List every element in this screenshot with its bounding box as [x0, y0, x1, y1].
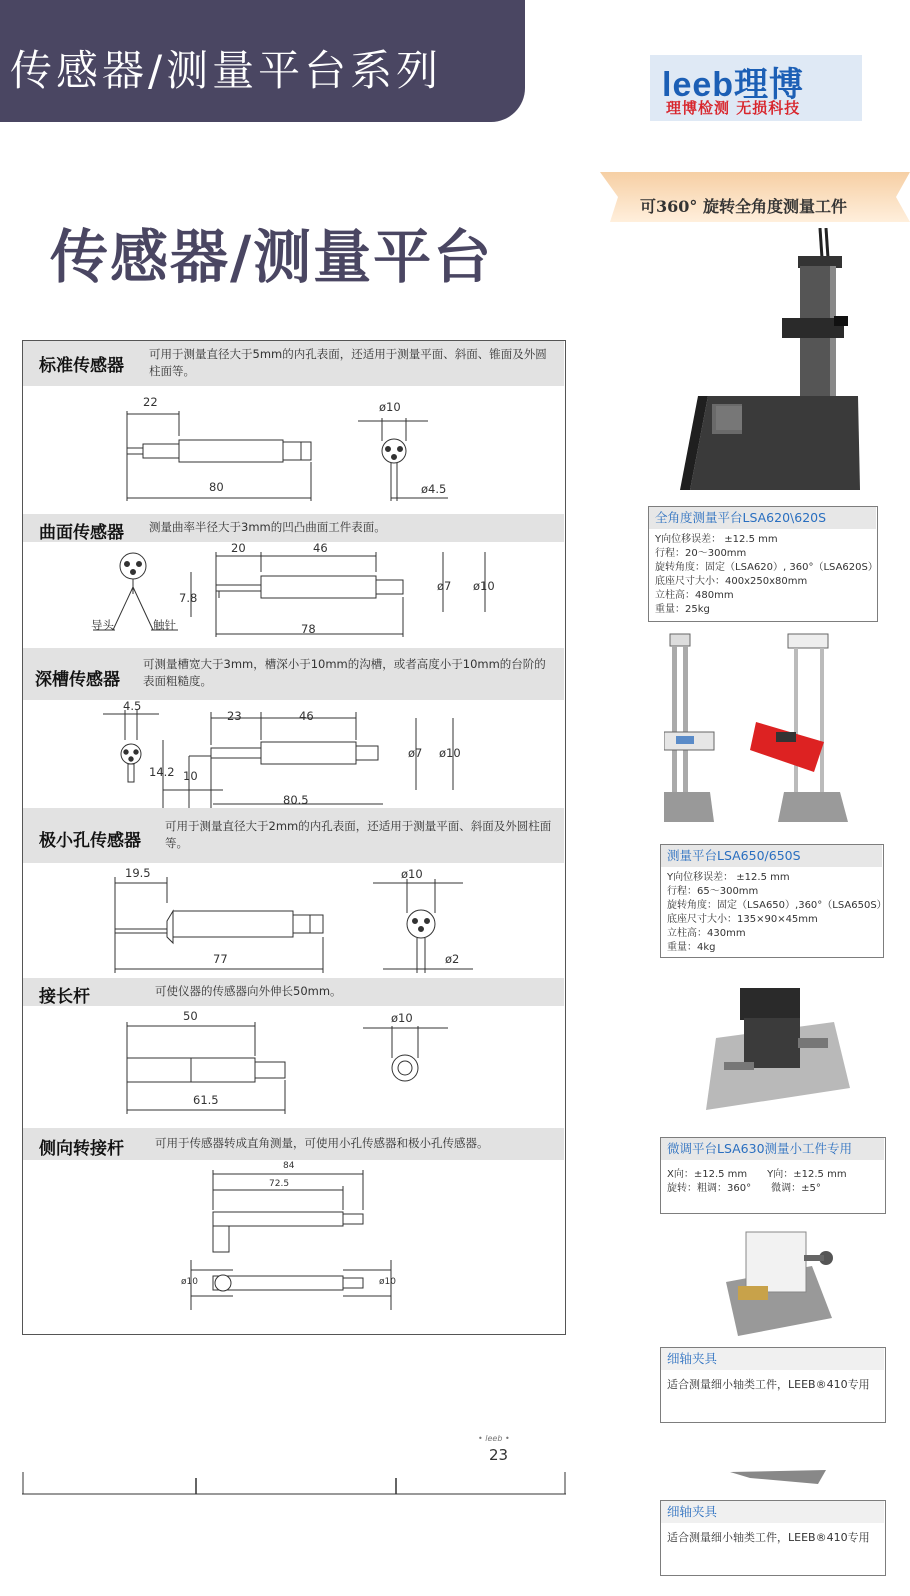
side-adapter-drawing	[23, 1160, 564, 1332]
section-title: 标准传感器	[39, 356, 124, 376]
dim-label: ø10	[391, 1011, 413, 1025]
spec-line: 行程：20～300mm	[655, 548, 747, 559]
dim-label: 20	[231, 541, 246, 555]
section-header	[23, 808, 564, 863]
section-title: 曲面传感器	[39, 523, 124, 543]
dim-label: 61.5	[193, 1093, 219, 1107]
dim-label: 10	[183, 769, 198, 783]
section-description: 可用于测量直径大于2mm的内孔表面，还适用于测量平面、斜面及外圆柱面等。	[165, 819, 552, 850]
dim-label: ø10	[379, 400, 401, 414]
product-spec-list	[667, 1531, 870, 1545]
page-title: 传感器/测量平台	[50, 223, 494, 291]
spec-line: 重量：4kg	[667, 942, 716, 953]
shaft-fixture-photo	[716, 1222, 846, 1336]
section-header	[23, 341, 564, 386]
logo-slogan: 理博检测 无损科技	[666, 99, 801, 117]
dim-label: 14.2	[149, 765, 175, 779]
section-description: 测量曲率半径大于3mm的凹凸曲面工件表面。	[149, 520, 386, 534]
bottom-ruler	[22, 1472, 568, 1498]
page-number: 23	[489, 1446, 509, 1464]
spec-line: 重量：25kg	[655, 604, 710, 615]
dim-label: ø10	[181, 1277, 198, 1287]
spec-line: 旋转角度：固定（LSA650）,360°（LSA650S）	[667, 900, 887, 911]
section-header	[23, 648, 564, 700]
section-title: 侧向转接杆	[39, 1139, 124, 1159]
product-card	[660, 844, 887, 958]
lsa650-photo	[664, 632, 874, 836]
dim-label: 7.8	[179, 591, 198, 605]
section-header	[23, 514, 564, 542]
product-card	[660, 1347, 886, 1423]
section-title: 深槽传感器	[35, 670, 120, 690]
dim-label: 46	[313, 541, 328, 555]
spec-line: 适合测量细小轴类工件，LEEB®410专用	[667, 1378, 870, 1391]
standard-sensor-drawing	[23, 386, 564, 514]
micro-hole-sensor-drawing	[23, 863, 564, 978]
product-card	[660, 1137, 886, 1214]
dim-label: 22	[143, 395, 158, 409]
dim-label: 23	[227, 709, 242, 723]
dim-label: 导头	[91, 618, 114, 632]
lsa630-photo	[700, 978, 860, 1110]
spec-line: 旋转角度：固定（LSA620）, 360°（LSA620S）	[655, 562, 878, 573]
dim-label: ø10	[379, 1277, 396, 1287]
section-description: 可用于测量直径大于5mm的内孔表面，还适用于测量平面、斜面、锥面及外圆柱面等。	[149, 347, 547, 378]
dim-label: 72.5	[269, 1179, 290, 1189]
section-title: 极小孔传感器	[39, 831, 141, 851]
dim-label: 19.5	[125, 866, 151, 880]
product-card-title: 全角度测量平台LSA620\620S	[649, 507, 876, 529]
product-spec-list	[667, 871, 887, 955]
product-card-title: 微调平台LSA630测量小工件专用	[661, 1138, 884, 1160]
product-spec-list	[667, 1378, 870, 1392]
product-card	[648, 506, 878, 622]
product-card-title: 测量平台LSA650/650S	[661, 845, 882, 867]
lsa620-photo	[680, 228, 880, 490]
dim-label: 84	[283, 1161, 295, 1171]
spec-line: Y向位移误差： ±12.5 mm	[655, 534, 778, 545]
dim-label: 触针	[153, 618, 176, 632]
section-header	[23, 978, 564, 1006]
section-header	[23, 1128, 564, 1160]
curved-sensor-drawing	[23, 542, 564, 648]
dim-label: 77	[213, 952, 228, 966]
spec-line: 立柱高：480mm	[655, 590, 734, 601]
section-description: 可用于传感器转成直角测量，可使用小孔传感器和极小孔传感器。	[155, 1136, 489, 1150]
dim-label: 4.5	[123, 699, 142, 713]
deep-groove-sensor-drawing	[23, 700, 564, 808]
spec-line: 适合测量细小轴类工件，LEEB®410专用	[667, 1531, 870, 1544]
logo-brand: leeb理博	[662, 66, 805, 104]
dim-label: 80	[209, 480, 224, 494]
banner-title: 传感器/测量平台系列	[10, 46, 443, 95]
dim-label: ø10	[401, 867, 423, 881]
spec-line: Y向位移误差： ±12.5 mm	[667, 872, 790, 883]
spec-line: 底座尺寸大小：400x250x80mm	[655, 576, 808, 587]
extension-rod-drawing	[23, 1006, 564, 1128]
spec-line: 立柱高：430mm	[667, 928, 746, 939]
spec-line: 行程：65～300mm	[667, 886, 759, 897]
dim-label: ø4.5	[421, 482, 447, 496]
product-card	[660, 1500, 886, 1576]
sensor-catalog-box	[22, 340, 566, 1335]
spec-line: 旋转：粗调：360° 微调：±5°	[667, 1183, 821, 1194]
section-description: 可测量槽宽大于3mm，槽深小于10mm的沟槽，或者高度小于10mm的台阶的表面粗糙度。	[143, 657, 546, 688]
dim-label: ø10	[473, 579, 495, 593]
spec-line: X向：±12.5 mm Y向：±12.5 mm	[667, 1169, 847, 1180]
section-description: 可使仪器的传感器向外伸长50mm。	[155, 984, 342, 998]
dim-label: ø7	[408, 746, 423, 760]
dim-label: ø10	[439, 746, 461, 760]
dim-label: ø2	[445, 952, 460, 966]
ribbon-text: 可360° 旋转全角度测量工件	[640, 197, 847, 216]
dim-label: 80.5	[283, 793, 309, 807]
dim-label: 50	[183, 1009, 198, 1023]
dim-label: 46	[299, 709, 314, 723]
dim-label: 78	[301, 622, 316, 636]
product-spec-list	[655, 533, 878, 617]
product-spec-list	[667, 1168, 847, 1196]
dim-label: ø7	[437, 579, 452, 593]
product-card-title: 细轴夹具	[661, 1348, 884, 1370]
section-title: 接长杆	[39, 987, 90, 1007]
fixture-photo-fragment	[730, 1470, 830, 1486]
leeb-logo	[650, 55, 862, 121]
spec-line: 底座尺寸大小：135×90×45mm	[667, 914, 818, 925]
page-mark: • leeb •	[478, 1434, 510, 1443]
header-banner	[0, 0, 525, 122]
product-card-title: 细轴夹具	[661, 1501, 884, 1523]
